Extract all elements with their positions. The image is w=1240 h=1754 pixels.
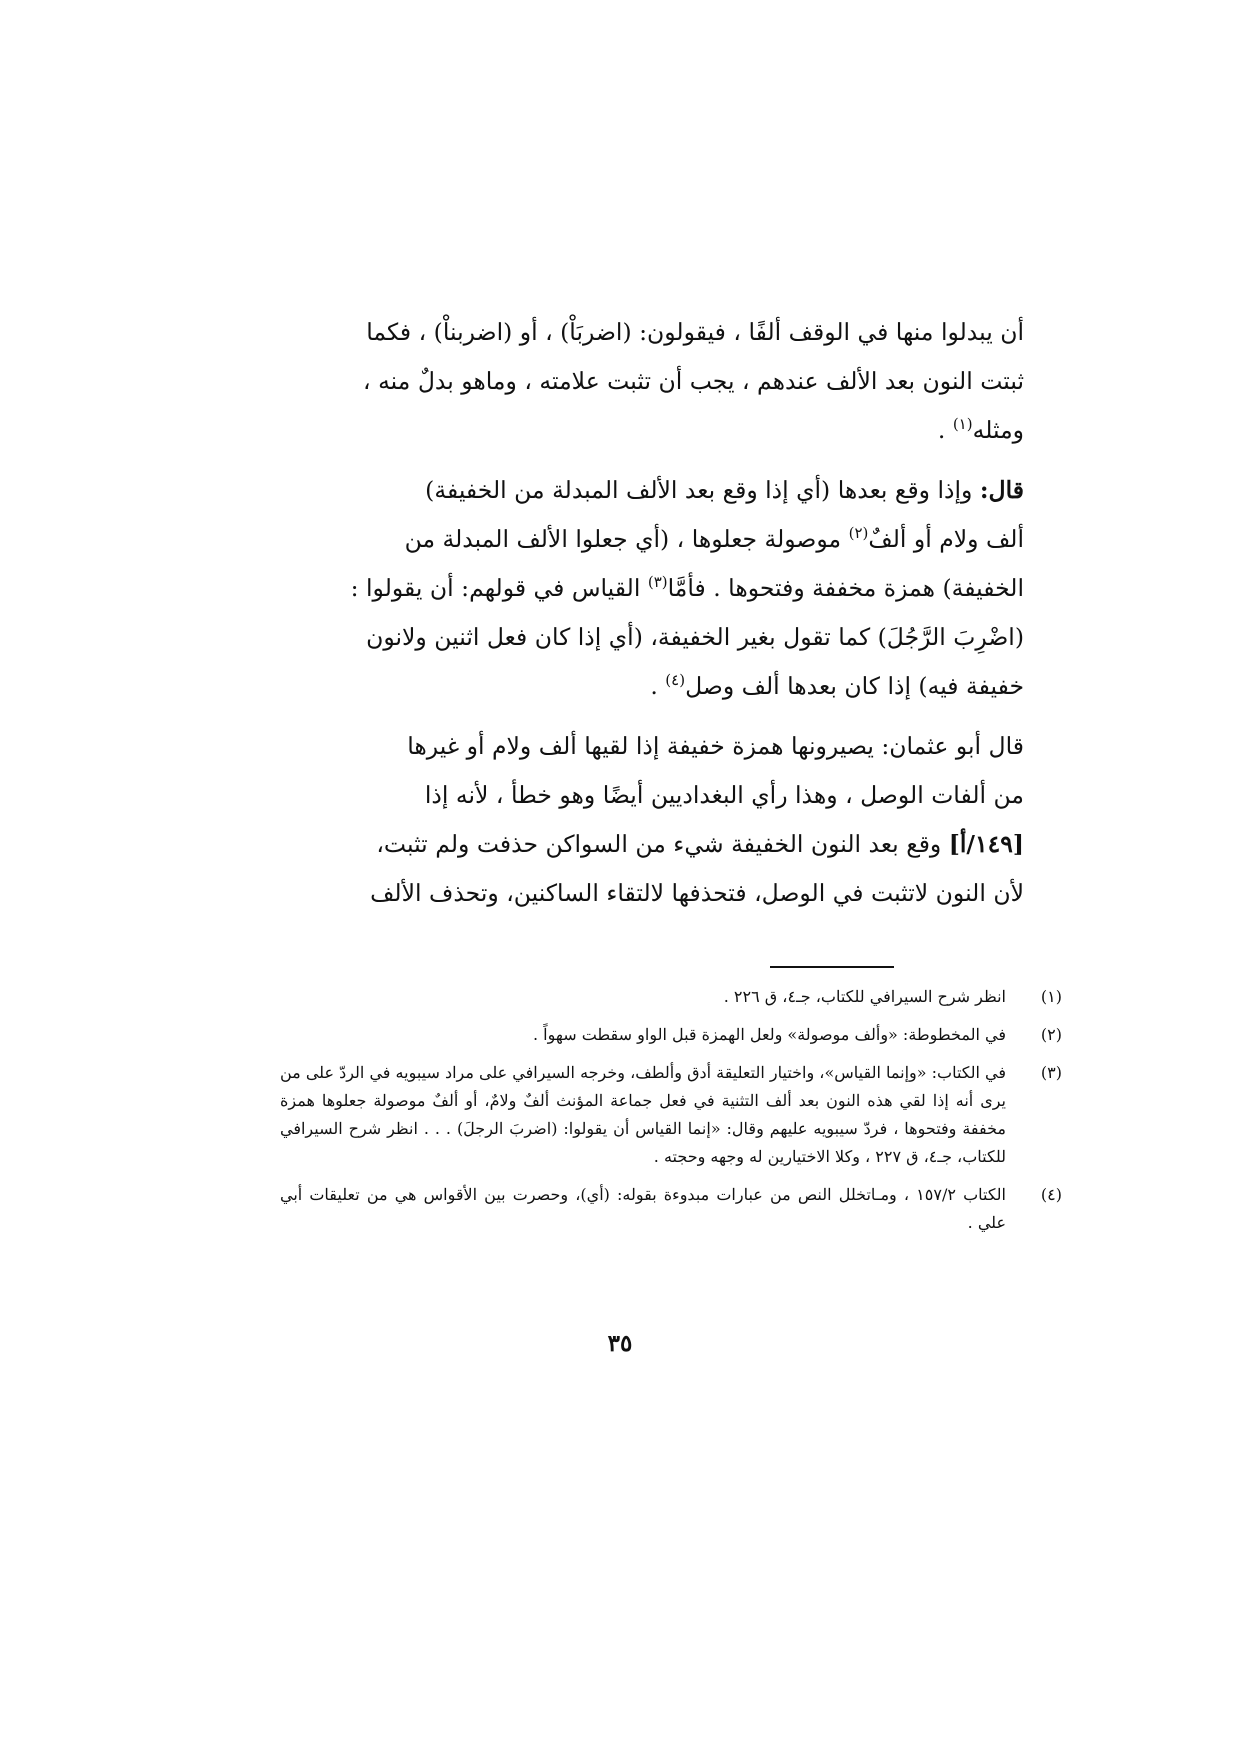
text-segment: . <box>937 416 953 444</box>
footnote <box>280 1021 1062 1049</box>
text-line: ثبتت النون بعد الألف عندهم ، يجب أن تثبت علامته ، وماهو بدلٌ منه ، <box>363 367 1024 395</box>
folio-marker: [١٤٩/أ] <box>948 830 1024 858</box>
text-line <box>272 564 1062 613</box>
footnote <box>280 1059 1062 1171</box>
footnote-number: (٤) <box>1040 1185 1062 1204</box>
footnote-number: (٢) <box>1040 1025 1062 1044</box>
paragraph-3 <box>272 722 1062 918</box>
text-segment: ألف ولام أو ألفٌ <box>868 525 1024 553</box>
text-line: قال أبو عثمان: يصيرونها همزة خفيفة إذا لقيها ألف ولام أو غيرها <box>407 732 1024 760</box>
paragraph-2 <box>272 466 1062 711</box>
footnote-text: في الكتاب: «وإنما القياس»، واختيار التعليقة أدق وألطف، وخرجه السيرافي على مراد سيبويه في الردّ على من يرى أنه إذا لقي هذه النون بعد ألف التثنية في فعل جماعة المؤنث ألفٌ ولامٌ، أو ألفٌ موصولة جعلوها همزة مخففة وفتحوها ، فردّ سيبويه عليهم وقال: «إنما القياس أن يقولوا: (اضربَ الرجلَ) . . . انظر شرح السيرافي للكتاب، جـ٤، ق ٢٢٧ ، وكلا الاختيارين له وجهه وحجته . <box>280 1063 1006 1166</box>
footnote <box>280 983 1062 1011</box>
text-line <box>272 406 1062 455</box>
text-line: (اضْرِبَ الرَّجُلَ) كما تقول بغير الخفيفة، (أي إذا كان فعل اثنين ولانون <box>366 623 1024 651</box>
paragraph-1 <box>272 308 1062 455</box>
footnote <box>280 1181 1062 1237</box>
text-line: لأن النون لاتثبت في الوصل، فتحذفها لالتقاء الساكنين، وتحذف الألف <box>370 879 1024 907</box>
footnote-ref: (١) <box>952 415 973 433</box>
page-number: ٣٥ <box>607 1330 633 1357</box>
text-segment: ومثله <box>972 416 1024 444</box>
footnote-text: الكتاب ١٥٧/٢ ، ومـاتخلل النص من عبارات مبدوءة بقوله: (أي)، وحصرت بين الأقواس هي من تعليقات أبي علي . <box>280 1185 1006 1232</box>
speaker-label: قال: <box>979 476 1024 504</box>
footnote-ref: (٤) <box>665 671 686 689</box>
text-line <box>272 662 1062 711</box>
text-segment: . <box>650 672 666 700</box>
text-line <box>272 466 1062 515</box>
text-segment: خفيفة فيه) إذا كان بعدها ألف وصل <box>685 672 1024 700</box>
text-line: من ألفات الوصل ، وهذا رأي البغداديين أيضًا وهو خطأ ، لأنه إذا <box>424 781 1024 809</box>
footnote-ref: (٣) <box>647 573 668 591</box>
footnotes <box>280 983 1062 1247</box>
text-segment: الخفيفة) همزة مخففة وفتحوها . فأمَّا <box>667 574 1024 602</box>
text-line: أن يبدلوا منها في الوقف ألفًا ، فيقولون: (اضربَاْ) ، أو (اضربناْ) ، فكما <box>366 318 1024 346</box>
text-segment: موصولة جعلوها ، (أي جعلوا الألف المبدلة من <box>404 525 849 553</box>
footnote-text: انظر شرح السيرافي للكتاب، جـ٤، ق ٢٢٦ . <box>723 987 1006 1006</box>
footnote-number: (١) <box>1040 987 1062 1006</box>
footnote-text: في المخطوطة: «وألف موصولة» ولعل الهمزة قبل الواو سقطت سهواً . <box>532 1025 1006 1044</box>
text-segment: القياس في قولهم: أن يقولوا : <box>350 574 648 602</box>
footnote-ref: (٢) <box>848 524 869 542</box>
text-segment: وإذا وقع بعدها (أي إذا وقع بعد الألف المبدلة من الخفيفة) <box>425 476 980 504</box>
footnote-number: (٣) <box>1040 1063 1062 1082</box>
main-text <box>272 308 1062 918</box>
footnote-separator <box>770 966 894 968</box>
text-segment: وقع بعد النون الخفيفة شيء من السواكن حذفت ولم تثبت، <box>376 830 949 858</box>
text-line <box>272 820 1062 869</box>
text-line <box>272 515 1062 564</box>
